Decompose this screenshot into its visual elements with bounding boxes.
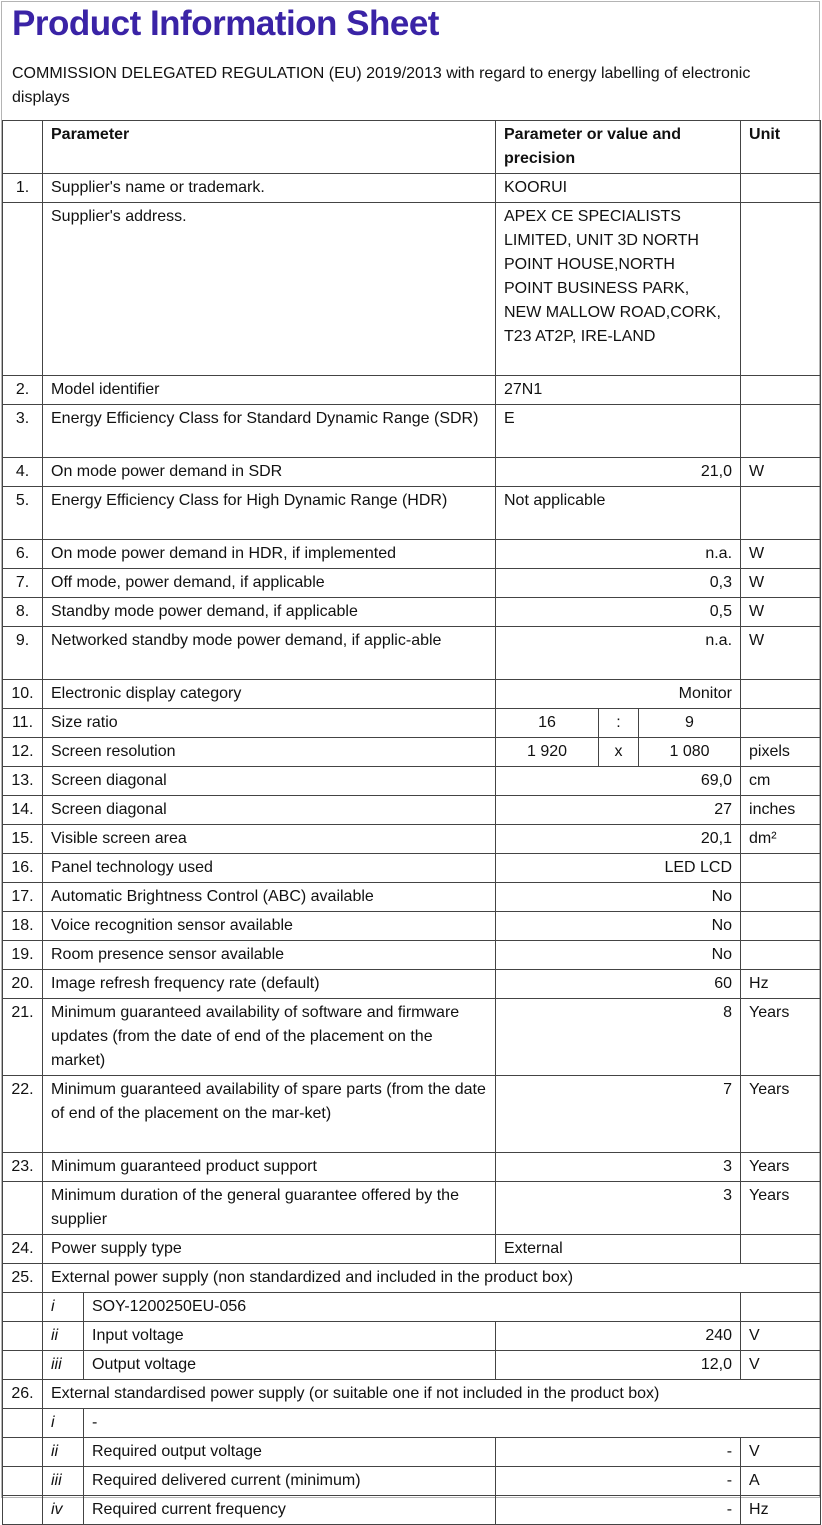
row-number: 7.: [3, 569, 43, 598]
table-row: [3, 854, 821, 883]
row-number-empty: [3, 1438, 43, 1467]
row-number-empty: [3, 1293, 43, 1322]
table-row: [3, 1380, 821, 1409]
table-header-row: [3, 121, 821, 174]
row-parameter: Networked standby mode power demand, if applic-able: [43, 627, 496, 680]
page-title: Product Information Sheet: [12, 4, 439, 43]
row-unit: [741, 854, 821, 883]
table-row: [3, 912, 821, 941]
table-row: [3, 1235, 821, 1264]
row-parameter: Energy Efficiency Class for High Dynamic Range (HDR): [43, 487, 496, 540]
row-unit: Years: [741, 1076, 821, 1153]
row-number: [3, 1182, 43, 1235]
table-row: [3, 825, 821, 854]
subrow-parameter: Required current frequency: [84, 1496, 496, 1525]
row-parameter: Automatic Brightness Control (ABC) available: [43, 883, 496, 912]
table-row: [3, 458, 821, 487]
row-value: 3: [496, 1153, 741, 1182]
table-row: [3, 1182, 821, 1235]
row-parameter: Model identifier: [43, 376, 496, 405]
row-parameter: Screen diagonal: [43, 796, 496, 825]
row-value: 69,0: [496, 767, 741, 796]
row-parameter: Minimum guaranteed availability of spare parts (from the date of end of the placement on the mar-ket): [43, 1076, 496, 1153]
row-number: 8.: [3, 598, 43, 627]
row-number: 1.: [3, 174, 43, 203]
table-row: [3, 203, 821, 376]
row-unit: dm²: [741, 825, 821, 854]
row-number: 20.: [3, 970, 43, 999]
resolution-width-value: 1 920: [496, 738, 599, 767]
header-num-cell: [3, 121, 43, 174]
row-unit: [741, 912, 821, 941]
row-number-empty: [3, 1322, 43, 1351]
row-parameter: Minimum duration of the general guarantee offered by the supplier: [43, 1182, 496, 1235]
row-unit: Years: [741, 1182, 821, 1235]
row-unit: [741, 941, 821, 970]
ratio-width-value: 16: [496, 709, 599, 738]
product-information-table: [2, 120, 821, 1525]
row-unit: pixels: [741, 738, 821, 767]
subrow-unit: A: [741, 1467, 821, 1496]
subrow-unit: V: [741, 1438, 821, 1467]
row-unit: [741, 1235, 821, 1264]
row-number: 9.: [3, 627, 43, 680]
row-number: 3.: [3, 405, 43, 458]
row-value: E: [496, 405, 741, 458]
row-value: No: [496, 912, 741, 941]
row-value: 7: [496, 1076, 741, 1153]
row-unit: [741, 680, 821, 709]
row-number: 10.: [3, 680, 43, 709]
table-row: [3, 796, 821, 825]
row-parameter: Size ratio: [43, 709, 496, 738]
table-row: [3, 376, 821, 405]
table-row: [3, 174, 821, 203]
row-unit: W: [741, 598, 821, 627]
row-unit: [741, 709, 821, 738]
row-unit: cm: [741, 767, 821, 796]
row-unit: [741, 376, 821, 405]
table-row: [3, 709, 821, 738]
row-unit: W: [741, 627, 821, 680]
header-parameter: Parameter: [43, 121, 496, 174]
row-value: Not applicable: [496, 487, 741, 540]
subrow-value: 12,0: [496, 1351, 741, 1380]
table-row: [3, 941, 821, 970]
row-value: No: [496, 941, 741, 970]
table-row: [3, 970, 821, 999]
row-number: 15.: [3, 825, 43, 854]
subrow-index: iii: [43, 1467, 84, 1496]
row-parameter: Visible screen area: [43, 825, 496, 854]
row-number: 21.: [3, 999, 43, 1076]
row-number: 24.: [3, 1235, 43, 1264]
subrow-parameter: SOY-1200250EU-056: [84, 1293, 741, 1322]
subrow-parameter: -: [84, 1409, 821, 1438]
row-value: 8: [496, 999, 741, 1076]
row-number: 13.: [3, 767, 43, 796]
row-parameter: Room presence sensor available: [43, 941, 496, 970]
subrow-index: i: [43, 1409, 84, 1438]
table-row: [3, 1264, 821, 1293]
row-number-empty: [3, 1409, 43, 1438]
table-row: [3, 487, 821, 540]
row-value: 0,3: [496, 569, 741, 598]
subrow-value: 240: [496, 1322, 741, 1351]
row-number: 12.: [3, 738, 43, 767]
subrow-value: -: [496, 1438, 741, 1467]
subrow-index: i: [43, 1293, 84, 1322]
row-number: 4.: [3, 458, 43, 487]
table-subrow: [3, 1409, 821, 1438]
row-number: [3, 203, 43, 376]
row-unit: [741, 405, 821, 458]
subrow-value: -: [496, 1467, 741, 1496]
row-parameter: External power supply (non standardized and included in the product box): [43, 1264, 821, 1293]
row-number: 23.: [3, 1153, 43, 1182]
table-row: [3, 738, 821, 767]
row-value: 27: [496, 796, 741, 825]
resolution-height-value: 1 080: [639, 738, 741, 767]
row-parameter: Off mode, power demand, if applicable: [43, 569, 496, 598]
subrow-index: ii: [43, 1322, 84, 1351]
row-number: 2.: [3, 376, 43, 405]
row-number: 19.: [3, 941, 43, 970]
table-row: [3, 680, 821, 709]
row-parameter: Minimum guaranteed availability of software and firmware updates (from the date of end of the placement on the market): [43, 999, 496, 1076]
row-parameter: Screen diagonal: [43, 767, 496, 796]
row-parameter: Panel technology used: [43, 854, 496, 883]
row-value: 0,5: [496, 598, 741, 627]
row-value: n.a.: [496, 540, 741, 569]
table-subrow: [3, 1438, 821, 1467]
subrow-value: -: [496, 1496, 741, 1525]
row-value: External: [496, 1235, 741, 1264]
row-value: n.a.: [496, 627, 741, 680]
row-value: KOORUI: [496, 174, 741, 203]
row-unit: [741, 883, 821, 912]
row-unit: inches: [741, 796, 821, 825]
row-parameter: On mode power demand in SDR: [43, 458, 496, 487]
subrow-unit: V: [741, 1322, 821, 1351]
table-subrow: [3, 1293, 821, 1322]
row-number-empty: [3, 1351, 43, 1380]
row-value: Monitor: [496, 680, 741, 709]
table-row: [3, 999, 821, 1076]
subrow-index: ii: [43, 1438, 84, 1467]
row-unit: W: [741, 458, 821, 487]
row-unit: Years: [741, 999, 821, 1076]
row-unit: Years: [741, 1153, 821, 1182]
subrow-parameter: Output voltage: [84, 1351, 496, 1380]
row-unit: [741, 174, 821, 203]
subrow-index: iv: [43, 1496, 84, 1525]
table-row: [3, 1153, 821, 1182]
row-parameter: Screen resolution: [43, 738, 496, 767]
row-number: 18.: [3, 912, 43, 941]
row-unit: W: [741, 540, 821, 569]
row-parameter: Energy Efficiency Class for Standard Dynamic Range (SDR): [43, 405, 496, 458]
row-value: 60: [496, 970, 741, 999]
row-value: 27N1: [496, 376, 741, 405]
row-value: APEX CE SPECIALISTS LIMITED, UNIT 3D NORTH POINT HOUSE,NORTH POINT BUSINESS PARK, NEW MALLOW ROAD,CORK, T23 AT2P, IRE-LAND: [496, 203, 741, 376]
row-value: 21,0: [496, 458, 741, 487]
page-subtitle: COMMISSION DELEGATED REGULATION (EU) 2019/2013 with regard to energy labelling of electronic displays: [12, 65, 751, 106]
subrow-index: iii: [43, 1351, 84, 1380]
row-value: LED LCD: [496, 854, 741, 883]
row-parameter: On mode power demand in HDR, if implemented: [43, 540, 496, 569]
header-unit: Unit: [741, 121, 821, 174]
table-subrow: [3, 1322, 821, 1351]
row-value: 3: [496, 1182, 741, 1235]
row-unit: Hz: [741, 970, 821, 999]
row-value: 20,1: [496, 825, 741, 854]
row-number: 14.: [3, 796, 43, 825]
subrow-unit-empty: [741, 1293, 821, 1322]
row-parameter: External standardised power supply (or suitable one if not included in the product box): [43, 1380, 821, 1409]
table-row: [3, 598, 821, 627]
row-number: 25.: [3, 1264, 43, 1293]
row-unit: W: [741, 569, 821, 598]
table-subrow: [3, 1467, 821, 1496]
row-number-empty: [3, 1467, 43, 1496]
row-parameter: Voice recognition sensor available: [43, 912, 496, 941]
row-number: 16.: [3, 854, 43, 883]
table-row: [3, 405, 821, 458]
row-parameter: Power supply type: [43, 1235, 496, 1264]
row-parameter: Electronic display category: [43, 680, 496, 709]
table-row: [3, 540, 821, 569]
row-number: 11.: [3, 709, 43, 738]
row-unit: [741, 203, 821, 376]
subrow-parameter: Required output voltage: [84, 1438, 496, 1467]
table-row: [3, 569, 821, 598]
row-number: 22.: [3, 1076, 43, 1153]
table-row: [3, 1076, 821, 1153]
row-parameter: Supplier's name or trademark.: [43, 174, 496, 203]
table-subrow: [3, 1351, 821, 1380]
row-number: 6.: [3, 540, 43, 569]
row-parameter: Supplier's address.: [43, 203, 496, 376]
row-parameter: Image refresh frequency rate (default): [43, 970, 496, 999]
subrow-unit: Hz: [741, 1496, 821, 1525]
row-value: No: [496, 883, 741, 912]
table-row: [3, 883, 821, 912]
row-number: 5.: [3, 487, 43, 540]
row-unit: [741, 487, 821, 540]
row-parameter: Minimum guaranteed product support: [43, 1153, 496, 1182]
table-row: [3, 627, 821, 680]
row-number: 17.: [3, 883, 43, 912]
ratio-separator: :: [599, 709, 639, 738]
header-value: Parameter or value and precision: [496, 121, 741, 174]
subrow-parameter: Input voltage: [84, 1322, 496, 1351]
row-number: 26.: [3, 1380, 43, 1409]
row-parameter: Standby mode power demand, if applicable: [43, 598, 496, 627]
table-row: [3, 767, 821, 796]
resolution-separator: x: [599, 738, 639, 767]
subrow-unit: V: [741, 1351, 821, 1380]
ratio-height-value: 9: [639, 709, 741, 738]
subrow-parameter: Required delivered current (minimum): [84, 1467, 496, 1496]
